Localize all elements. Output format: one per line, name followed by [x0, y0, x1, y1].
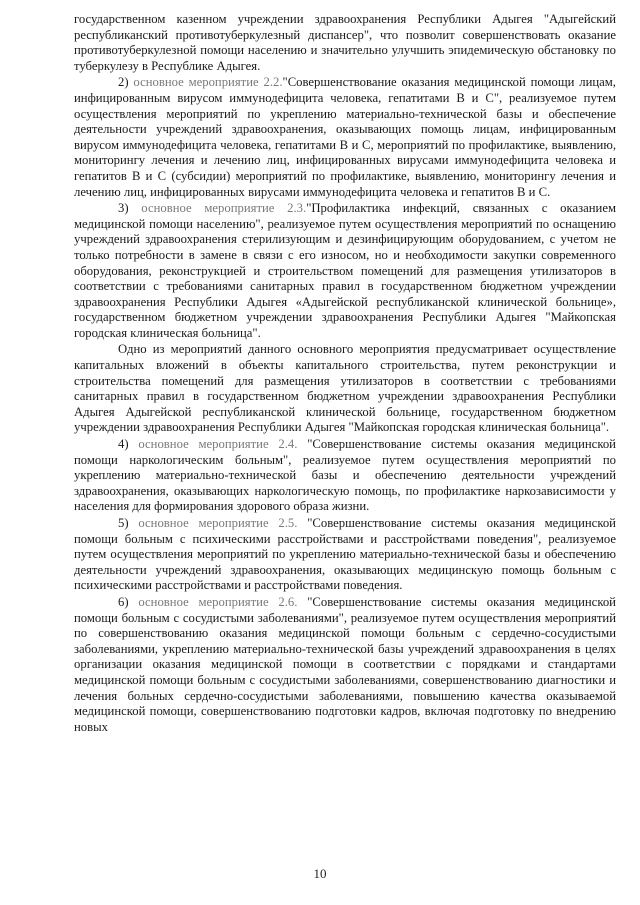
page-number: 10 — [313, 866, 327, 881]
paragraph-3 — [74, 342, 616, 436]
list-number: 3) — [118, 201, 142, 216]
measure-reference: основное мероприятие 2.4. — [138, 437, 298, 452]
list-number: 2) — [118, 75, 134, 90]
measure-reference: основное мероприятие 2.6. — [138, 594, 298, 609]
paragraph-text: "Профилактика инфекций, связанных с оказанием медицинской помощи населению", реализуемое путем осуществления мероприятий по оснащению учреждений здравоохранения стерилизующим и дезинфицирующим оборудованием, с учетом не только потребности в замене в связи с его износом, но и необходимости закупки современного оборудования, реконструкцией и строительством помещений для размещения утилизаторов в соответствии с требованиями санитарных правил в государственном бюджетном учреждении здравоохранения Республики Адыгея «Адыгейской республиканской клинической больнице», государственном бюджетном учреждении здравоохранения Республики Адыгея "Майкопская городская клиническая больница". — [74, 201, 616, 340]
list-number: 6) — [118, 594, 139, 609]
paragraph-text: "Совершенствование системы оказания медицинской помощи больным с психическими расстройствами и расстройствами поведения", реализуемое путем осуществления мероприятий по укреплению материально-технической базы и обеспечению деятельности учреждений здравоохранения, оказывающих медицинскую помощь больным с психическими расстройствами и расстройствами поведения. — [74, 516, 616, 593]
paragraph-1 — [74, 75, 616, 200]
measure-reference: основное мероприятие 2.2. — [133, 75, 283, 90]
paragraph-text: "Совершенствование системы оказания медицинской помощи больным с сосудистыми заболеваниями", реализуемое путем осуществления мероприятий по совершенствованию оказания медицинской помощи больным с сердечно-сосудистыми заболеваниями, укреплению материально-технической базы учреждений здравоохранения в целях организации оказания медицинской помощи в соответствии с порядками и стандартами медицинской помощи больным с сосудистыми заболеваниями, совершенствованию диагностики и лечения больных сердечно-сосудистыми заболеваниями, повышению качества оказываемой медицинской помощи, совершенствованию подготовки кадров, включая подготовку по внедрению новых — [74, 594, 616, 734]
measure-reference: основное мероприятие 2.5. — [138, 516, 298, 530]
paragraph-6 — [74, 595, 616, 735]
paragraph-0 — [74, 12, 616, 74]
paragraph-4 — [74, 437, 616, 515]
paragraph-text: Одно из мероприятий данного основного мероприятия предусматривает осуществление капитальных вложений в объекты капитального строительства, путем реконструкции и строительства помещений для размещения утилизаторов в соответствии с требованиями санитарных правил в государственном бюджетном учреждении здравоохранения Республики Адыгея Адыгейской республиканской клинической больнице, государственном бюджетном учреждении здравоохранения Республики Адыгея "Майкопская городская клиническая больница". — [74, 342, 616, 435]
paragraph-5 — [74, 516, 616, 594]
document-body — [74, 12, 616, 735]
paragraph-text: "Совершенствование оказания медицинской помощи лицам, инфицированным вирусом иммунодефицита человека, гепатитами В и С", реализуемое путем осуществления мероприятий по укреплению материально-технической базы и обеспечение деятельности учреждений здравоохранения, оказывающих помощь лицам, инфицированным вирусом иммунодефицита человека, гепатитами В и С, мероприятий по профилактике, выявлению, мониторингу лечения и лечению лиц, инфицированных вирусами иммунодефицита человека и гепатитов В и С (субсидии) мероприятий по профилактике, выявлению, мониторингу лечения и лечению лиц, инфицированных вирусами иммунодефицита человека и гепатитов В и С. — [74, 75, 616, 199]
paragraph-text: государственном казенном учреждении здравоохранения Республики Адыгея "Адыгейский республиканский противотуберкулезный диспансер", что позволит совершенствовать оказание противотуберкулезной помощи населению и значительно улучшить эпидемическую обстановку по туберкулезу в Республике Адыгея. — [74, 12, 616, 73]
paragraph-text: "Совершенствование системы оказания медицинской помощи наркологическим больным", реализуемое путем осуществления мероприятий по укреплению материально-технической базы и обеспечению деятельности учреждений здравоохранения, оказывающих наркологическую помощь, по профилактике наркозависимости у населения для формирования здорового образа жизни. — [74, 437, 616, 514]
list-number: 4) — [118, 437, 139, 452]
paragraph-2 — [74, 201, 616, 341]
list-number: 5) — [118, 516, 139, 530]
measure-reference: основное мероприятие 2.3. — [141, 201, 307, 216]
